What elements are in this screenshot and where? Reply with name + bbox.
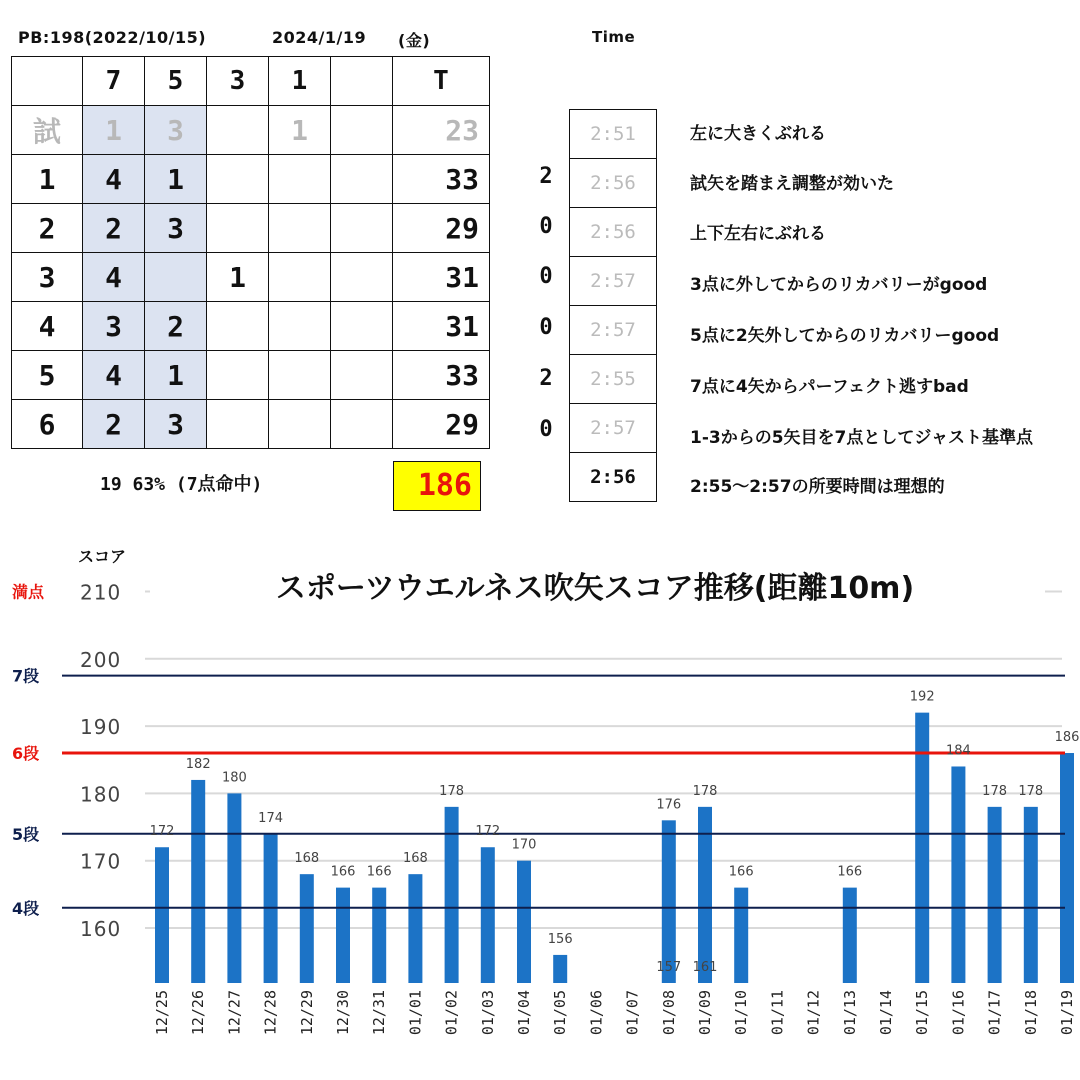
diff-value: 0 bbox=[539, 315, 553, 340]
time-column-header: Time bbox=[592, 28, 636, 46]
bar bbox=[481, 847, 495, 983]
session-weekday: (金) bbox=[398, 31, 431, 50]
count-3 bbox=[207, 302, 269, 351]
data-label: 178 bbox=[439, 783, 465, 799]
y-tick-label: 170 bbox=[80, 849, 122, 874]
x-tick-label: 01/19 bbox=[1058, 990, 1076, 1036]
diff-value: 0 bbox=[539, 214, 553, 239]
x-tick-label: 01/11 bbox=[768, 990, 787, 1036]
row-total: 33 bbox=[393, 155, 490, 204]
header-cell-blank bbox=[12, 57, 83, 106]
x-tick-label: 01/03 bbox=[478, 990, 497, 1036]
note: 5点に2矢外してからのリカバリーgood bbox=[690, 326, 1000, 346]
y-tick-label: 200 bbox=[80, 647, 122, 672]
x-tick-label: 12/26 bbox=[189, 990, 208, 1036]
x-tick-label: 01/15 bbox=[913, 990, 932, 1036]
count-miss bbox=[331, 351, 393, 400]
score-row bbox=[12, 106, 490, 155]
count-5: 3 bbox=[145, 400, 207, 449]
x-tick-label: 01/02 bbox=[442, 990, 461, 1036]
bar bbox=[553, 955, 567, 983]
y-tick-label: 160 bbox=[80, 917, 122, 941]
note: 上下左右にぶれる bbox=[690, 224, 826, 244]
x-tick-label: 01/08 bbox=[659, 990, 678, 1036]
data-label: 166 bbox=[837, 864, 863, 880]
time-cell: 2:57 bbox=[570, 257, 657, 306]
data-label: 174 bbox=[258, 810, 284, 826]
x-tick-label: 01/06 bbox=[587, 990, 606, 1036]
score-row bbox=[12, 155, 490, 204]
y-axis-label: スコア bbox=[78, 547, 127, 566]
score-row bbox=[12, 351, 490, 400]
data-label: 166 bbox=[330, 864, 356, 880]
count-1 bbox=[269, 302, 331, 351]
time-cell: 2:51 bbox=[570, 110, 657, 159]
bar bbox=[227, 793, 241, 983]
x-tick-label: 12/30 bbox=[334, 990, 352, 1036]
bar bbox=[155, 847, 169, 983]
row-label: 4 bbox=[12, 302, 83, 351]
time-row bbox=[570, 159, 657, 208]
reference-label: 6段 bbox=[12, 744, 40, 764]
y-tick-label: 180 bbox=[80, 782, 122, 807]
data-label: 166 bbox=[728, 864, 754, 880]
time-cell: 2:56 bbox=[570, 159, 657, 208]
time-row bbox=[570, 110, 657, 159]
score-table bbox=[11, 56, 490, 449]
time-table bbox=[569, 109, 657, 502]
note: 左に大きくぶれる bbox=[690, 124, 826, 144]
data-label: 182 bbox=[185, 756, 211, 772]
count-miss bbox=[331, 106, 393, 155]
row-label: 1 bbox=[12, 155, 83, 204]
count-5: 1 bbox=[145, 351, 207, 400]
header-cell-1: 1 bbox=[269, 57, 331, 106]
count-3 bbox=[207, 204, 269, 253]
note: 1-3からの5矢目を7点としてジャスト基準点 bbox=[690, 428, 1034, 448]
data-label: 176 bbox=[656, 797, 682, 813]
x-tick-label: 01/05 bbox=[551, 990, 570, 1036]
data-label-low: 161 bbox=[692, 960, 718, 975]
data-label: 172 bbox=[149, 824, 175, 840]
bar bbox=[734, 888, 748, 983]
count-1 bbox=[269, 400, 331, 449]
data-label: 180 bbox=[221, 770, 247, 786]
time-cell: 2:56 bbox=[570, 208, 657, 257]
count-5: 1 bbox=[145, 155, 207, 204]
x-tick-label: 01/10 bbox=[732, 990, 751, 1036]
diff-value: 0 bbox=[539, 417, 553, 442]
time-row bbox=[570, 306, 657, 355]
count-3 bbox=[207, 351, 269, 400]
count-7: 4 bbox=[83, 351, 145, 400]
data-label: 178 bbox=[1018, 783, 1044, 799]
time-row bbox=[570, 404, 657, 453]
count-miss bbox=[331, 302, 393, 351]
x-tick-label: 01/18 bbox=[1021, 990, 1040, 1036]
count-1 bbox=[269, 155, 331, 204]
data-label: 178 bbox=[982, 783, 1008, 799]
count-1 bbox=[269, 253, 331, 302]
header-cell-7: 7 bbox=[83, 57, 145, 106]
reference-label: 満点 bbox=[12, 582, 45, 602]
score-row bbox=[12, 400, 490, 449]
score-row bbox=[12, 302, 490, 351]
count-5: 3 bbox=[145, 204, 207, 253]
bar bbox=[662, 820, 676, 983]
x-tick-label: 01/16 bbox=[949, 990, 968, 1036]
count-3 bbox=[207, 155, 269, 204]
x-tick-label: 01/09 bbox=[696, 990, 714, 1036]
x-tick-label: 12/25 bbox=[153, 990, 171, 1036]
diff-value: 2 bbox=[539, 366, 553, 391]
count-miss bbox=[331, 204, 393, 253]
row-label: 3 bbox=[12, 253, 83, 302]
header-cell-miss bbox=[331, 57, 393, 106]
x-tick-label: 01/14 bbox=[877, 990, 895, 1036]
reference-label: 7段 bbox=[12, 666, 40, 686]
time-row bbox=[570, 208, 657, 257]
x-tick-label: 12/29 bbox=[297, 990, 316, 1036]
time-cell: 2:57 bbox=[570, 306, 657, 355]
data-label: 168 bbox=[402, 851, 428, 867]
count-7: 4 bbox=[83, 253, 145, 302]
count-1: 1 bbox=[269, 106, 331, 155]
reference-label: 5段 bbox=[12, 824, 40, 844]
count-3 bbox=[207, 400, 269, 449]
header-cell-3: 3 bbox=[207, 57, 269, 106]
score-row bbox=[12, 204, 490, 253]
bar bbox=[300, 874, 314, 983]
note: 試矢を踏まえ調整が効いた bbox=[690, 174, 894, 194]
personal-best-label: PB:198(2022/10/15) bbox=[18, 28, 207, 47]
count-7: 4 bbox=[83, 155, 145, 204]
count-miss bbox=[331, 400, 393, 449]
x-tick-label: 01/04 bbox=[515, 990, 533, 1036]
diff-value: 0 bbox=[539, 264, 553, 289]
hit-summary: 19 63% (7点命中) bbox=[100, 474, 263, 495]
data-label: 186 bbox=[1054, 730, 1080, 746]
data-label: 166 bbox=[366, 864, 392, 880]
count-7: 3 bbox=[83, 302, 145, 351]
score-header-row bbox=[12, 57, 490, 106]
x-tick-label: 01/12 bbox=[804, 990, 823, 1036]
bar bbox=[191, 780, 205, 983]
time-row bbox=[570, 355, 657, 404]
bar bbox=[843, 888, 857, 983]
bar bbox=[951, 766, 965, 983]
count-3: 1 bbox=[207, 253, 269, 302]
x-tick-label: 12/27 bbox=[225, 990, 244, 1036]
y-tick-label: 190 bbox=[80, 715, 122, 740]
bar bbox=[372, 888, 386, 983]
data-label: 192 bbox=[909, 689, 935, 705]
data-label: 172 bbox=[475, 824, 501, 840]
header-cell-5: 5 bbox=[145, 57, 207, 106]
count-7: 2 bbox=[83, 400, 145, 449]
diff-value: 2 bbox=[539, 164, 553, 189]
session-date: 2024/1/19 bbox=[272, 28, 367, 47]
bar bbox=[1060, 753, 1074, 983]
y-tick-label: 210 bbox=[80, 580, 122, 605]
count-7: 1 bbox=[83, 106, 145, 155]
count-miss bbox=[331, 155, 393, 204]
x-tick-label: 01/07 bbox=[623, 990, 642, 1036]
row-label: 試 bbox=[12, 106, 83, 155]
x-tick-label: 12/31 bbox=[370, 990, 389, 1036]
data-label: 168 bbox=[294, 851, 320, 867]
data-label-low: 157 bbox=[656, 960, 682, 975]
row-total: 31 bbox=[393, 253, 490, 302]
data-label: 156 bbox=[547, 931, 573, 947]
time-row bbox=[570, 257, 657, 306]
x-tick-label: 01/13 bbox=[840, 990, 859, 1036]
time-cell-average: 2:56 bbox=[570, 453, 657, 502]
time-cell: 2:57 bbox=[570, 404, 657, 453]
header-cell-total: T bbox=[393, 57, 490, 106]
bar bbox=[517, 861, 531, 983]
row-label: 2 bbox=[12, 204, 83, 253]
data-label: 170 bbox=[511, 837, 537, 853]
note: 2:55～2:57の所要時間は理想的 bbox=[690, 477, 945, 497]
row-total: 23 bbox=[393, 106, 490, 155]
data-label: 184 bbox=[945, 743, 971, 759]
time-row-average bbox=[570, 453, 657, 502]
count-1 bbox=[269, 204, 331, 253]
count-5: 3 bbox=[145, 106, 207, 155]
row-total: 29 bbox=[393, 400, 490, 449]
row-total: 33 bbox=[393, 351, 490, 400]
data-label: 178 bbox=[692, 783, 718, 799]
score-trend-chart bbox=[0, 530, 1080, 1080]
reference-label: 4段 bbox=[12, 898, 40, 918]
x-tick-label: 01/01 bbox=[406, 990, 425, 1036]
note: 7点に4矢からパーフェクト逃すbad bbox=[690, 377, 969, 397]
row-total: 31 bbox=[393, 302, 490, 351]
row-label: 6 bbox=[12, 400, 83, 449]
count-7: 2 bbox=[83, 204, 145, 253]
count-1 bbox=[269, 351, 331, 400]
score-row bbox=[12, 253, 490, 302]
x-tick-label: 01/17 bbox=[985, 990, 1004, 1036]
bar bbox=[408, 874, 422, 983]
time-cell: 2:55 bbox=[570, 355, 657, 404]
count-5 bbox=[145, 253, 207, 302]
count-5: 2 bbox=[145, 302, 207, 351]
row-label: 5 bbox=[12, 351, 83, 400]
note: 3点に外してからのリカバリーがgood bbox=[690, 275, 988, 295]
bar bbox=[336, 888, 350, 983]
x-tick-label: 12/28 bbox=[261, 990, 280, 1036]
count-miss bbox=[331, 253, 393, 302]
count-3 bbox=[207, 106, 269, 155]
row-total: 29 bbox=[393, 204, 490, 253]
chart-title: スポーツウエルネス吹矢スコア推移(距離10m) bbox=[275, 571, 915, 606]
grand-total: 186 bbox=[393, 461, 481, 511]
